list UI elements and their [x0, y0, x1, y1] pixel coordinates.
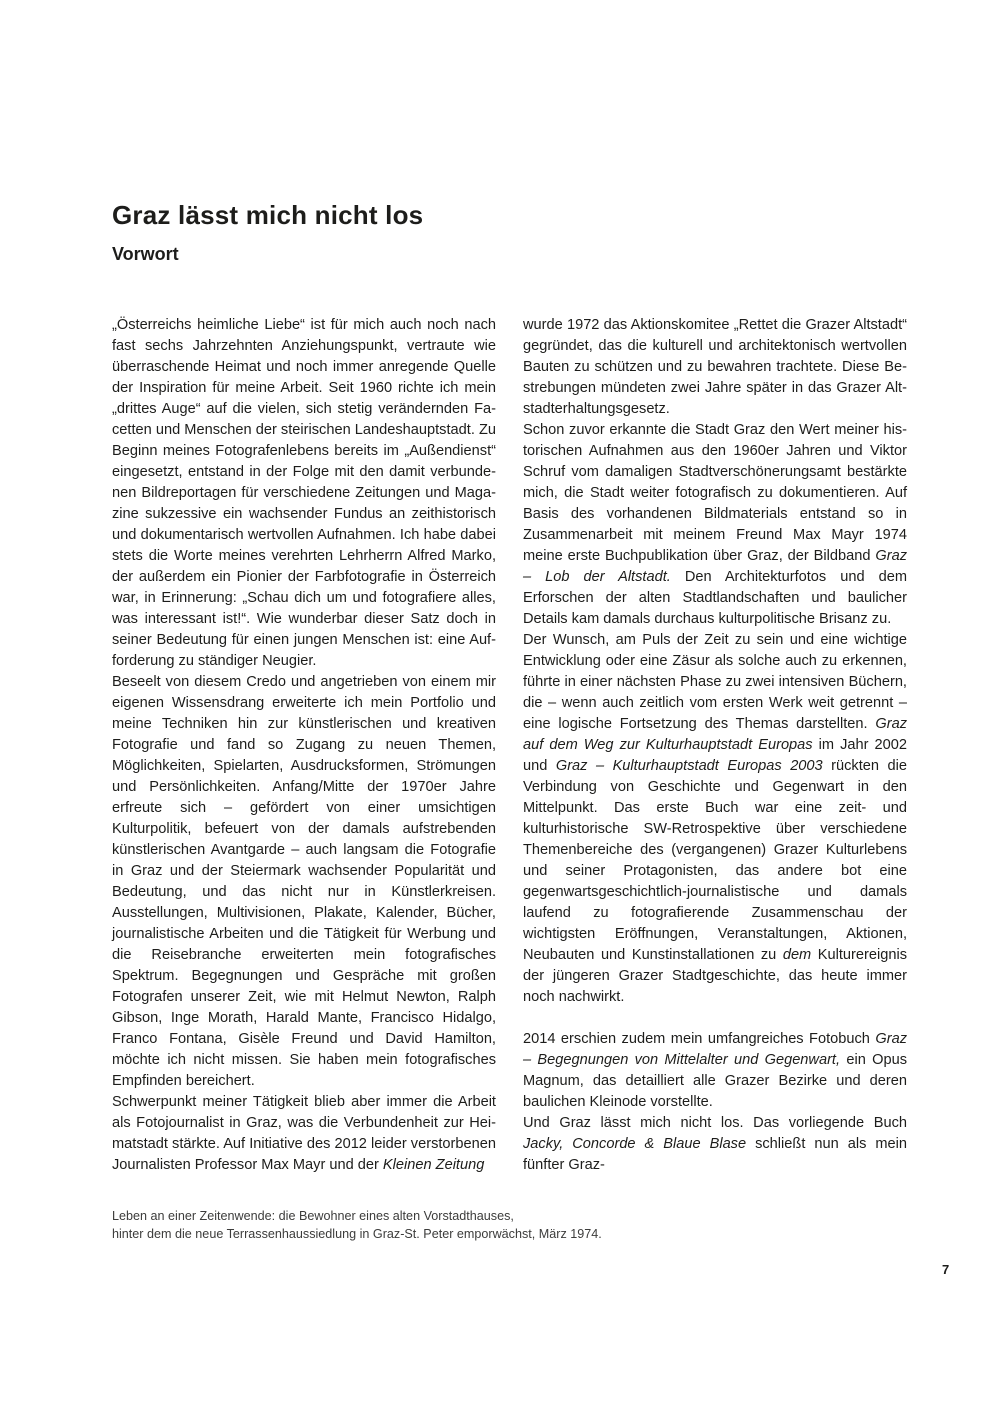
- text-column-left: [112, 315, 496, 1176]
- paragraph: [523, 420, 907, 630]
- italic-title: Graz auf dem Weg zur Kulturhauptstadt Europas: [523, 716, 907, 753]
- italic-emphasis: dem: [782, 947, 812, 963]
- paragraph: [523, 1113, 907, 1176]
- paragraph-text: Den Architekturfotos und dem Erforschen der alten Stadtlandschaften und baulicher Details kam damals durchaus kulturpolitische Brisanz zu.: [523, 569, 907, 627]
- paragraph-text: im Jahr 2002 und: [523, 737, 907, 774]
- paragraph-spacer: [523, 1008, 907, 1029]
- italic-title: Jacky, Concorde & Blaue Blase: [523, 1136, 747, 1152]
- page-subtitle: Vorwort: [112, 244, 179, 264]
- paragraph: [112, 672, 496, 1092]
- paragraph-text: wurde 1972 das Aktionskomitee „Rettet die Grazer Altstadt“ gegründet, das die kulturell und architektonisch wertvollen Bauten zu schützen und zu bewahren trachtete. Diese Bestrebungen mündeten zwei Jahre später in das Grazer Altstadterhaltungsgesetz.: [523, 317, 907, 417]
- paragraph: [523, 630, 907, 1008]
- paragraph-text: rückten die Verbindung von Geschichte und Gegenwart in den Mittelpunkt. Das erste Buch war eine zeit- und kulturhistorische SW-Retrospektive über verschiedene Themenbereiche des (vergangenen) Grazer Kulturlebens und seiner Protagonisten, das andere bot eine gegenwartsgeschichtlich-journalistische und damals laufend zu fotografierende Zusammenschau der wichtigsten Eröffnungen, Veranstaltungen, Aktionen, Neubauten und Kunstinstallationen zu: [523, 758, 907, 963]
- page-title: Graz lässt mich nicht los: [112, 200, 424, 230]
- paragraph-text: Schon zuvor erkannte die Stadt Graz den Wert meiner historischen Aufnahmen aus den 1960er Jahren und Viktor Schruf vom damaligen Stadtverschönerungsamt bestärkte mich, die Stadt weiter fotografisch zu dokumentieren. Auf Basis des vorhandenen Bildmaterials entstand so in Zusammenarbeit mit meinem Freund Max Mayr 1974 meine erste Buchpublikation über Graz, der Bildband: [523, 422, 907, 564]
- paragraph-text: Und Graz lässt mich nicht los. Das vorliegende Buch: [523, 1115, 907, 1131]
- caption-line: hinter dem die neue Terrassenhaussiedlung in Graz-St. Peter emporwächst, März 1974.: [112, 1227, 602, 1241]
- paragraph-text: Beseelt von diesem Credo und angetrieben von einem mir eigenen Wissensdrang erweiterte ich mein Portfolio und meine Techniken hin zur künstlerischen und kreativen Fotografie und fand so Zugang zu neuen Themen, Möglichkeiten, Spielarten, Ausdrucksformen, Strömungen und Persönlichkeiten. Anfang/Mitte der 1970er Jahre erfreute sich – gefördert von einer umsichtigen Kulturpolitik, befeuert von der damals aufstrebenden künstlerischen Avantgarde – auch langsam die Fotografie in Graz und der Steiermark wachsender Popularität und Bedeutung, und das nicht nur in Künstlerkreisen. Ausstellungen, Multivisionen, Plakate, Kalender, Bücher, journalistische Arbeiten und die Tätigkeit für Werbung und die Reisebranche erweiterten mein fotografisches Spektrum. Begegnungen und Gespräche mit großen Fotografen unserer Zeit, wie mit Helmut Newton, Ralph Gibson, Inge Morath, Harald Mante, Francisco Hidalgo, Franco Fontana, Gisèle Freund und David Hamilton, möchte ich nicht missen. Sie haben mein fotografisches Empfinden bereichert.: [112, 674, 496, 1089]
- paragraph-text: „Österreichs heimliche Liebe“ ist für mich auch noch nach fast sechs Jahrzehnten Anziehungspunkt, vertraute wie überraschende Heimat und noch immer anregende Quelle der Inspiration für meine Arbeit. Seit 1960 richte ich mein „drittes Auge“ auf die vielen, sich stetig verändernden Facetten und Menschen der steirischen Landeshauptstadt. Zu Beginn meines Fotografenlebens bereits im „Außendienst“ eingesetzt, entstand in der Folge mit den damit verbundenen Bildreportagen für verschiedene Zeitungen und Magazine sukzessive ein wachsender Fundus an zeithistorisch und dokumentarisch wertvollen Aufnahmen. Ich habe dabei stets die Worte meines verehrten Lehrherrn Alfred Marko, der außerdem ein Pionier der Farbfotografie in Österreich war, in Erinnerung: „Schau dich um und fotografiere alles, was interessant ist!“. Wie wunderbar dieser Satz doch in seiner Bedeutung für einen jungen Menschen ist: eine Aufforderung zu ständiger Neugier.: [112, 317, 496, 669]
- paragraph-text: schließt nun als mein fünfter Graz-: [523, 1136, 907, 1173]
- paragraph: [112, 1092, 496, 1176]
- paragraph: [523, 315, 907, 420]
- paragraph-text: ein Opus Magnum, das detailliert alle Grazer Bezirke und deren baulichen Kleinode vorstellte.: [523, 1052, 907, 1110]
- paragraph: [112, 315, 496, 672]
- italic-title: Graz – Kulturhauptstadt Europas 2003: [555, 758, 823, 774]
- page-number: 7: [942, 1262, 950, 1277]
- paragraph-text: 2014 erschien zudem mein umfangreiches Fotobuch: [523, 1031, 876, 1047]
- italic-title: Kleinen Zeitung: [382, 1157, 485, 1173]
- paragraph-text: Kulturereignis der jüngeren Grazer Stadtgeschichte, das heute immer noch nachwirkt.: [523, 947, 907, 1005]
- paragraph-text: Schwerpunkt meiner Tätigkeit blieb aber immer die Arbeit als Fotojournalist in Graz, was die Verbundenheit zur Heimatstadt stärkte. Auf Initiative des 2012 leider verstorbenen Journalisten Professor Max Mayr und der: [112, 1094, 496, 1173]
- italic-title: Graz – Lob der Altstadt.: [523, 548, 907, 585]
- paragraph-text: Der Wunsch, am Puls der Zeit zu sein und eine wichtige Entwicklung oder eine Zäsur als solche auch zu erkennen, führte in einer nächsten Phase zu zwei intensiven Büchern, die – wenn auch zeitlich vom ersten Werk weit getrennt – eine logische Fortsetzung des Themas darstellten.: [523, 632, 907, 732]
- caption-line: Leben an einer Zeitenwende: die Bewohner eines alten Vorstadthauses,: [112, 1209, 514, 1223]
- text-column-right: [523, 315, 907, 1176]
- image-caption: [112, 1207, 732, 1243]
- italic-title: Graz – Begegnungen von Mittelalter und Gegenwart,: [523, 1031, 907, 1068]
- paragraph: [523, 1029, 907, 1113]
